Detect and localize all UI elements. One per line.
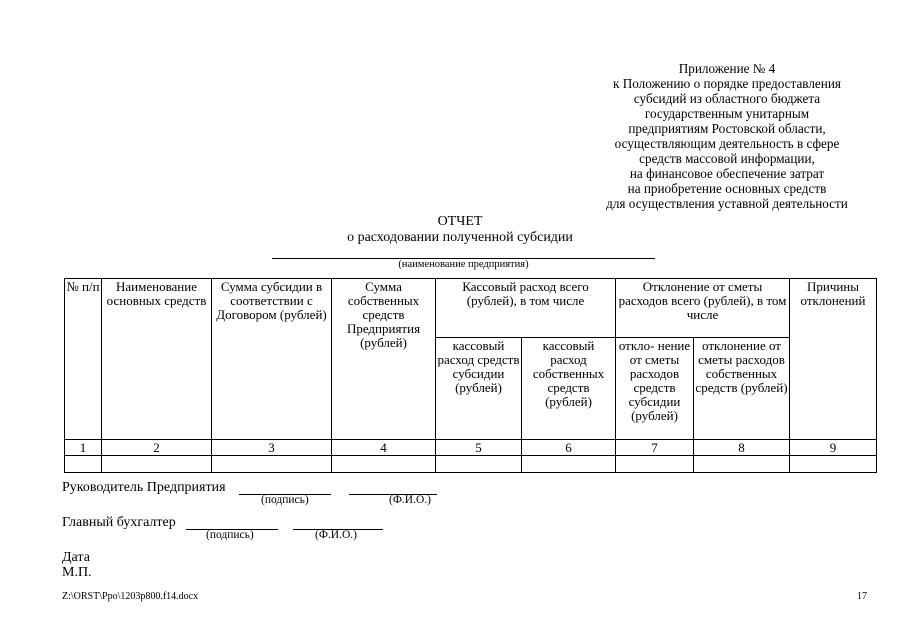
appendix-line: для осуществления уставной деятельности <box>606 196 848 211</box>
header-dev-subsidy: откло- нение от сметы расходов средств субсидии (рублей) <box>616 338 694 440</box>
appendix-line: предприятиям Ростовской области, <box>628 121 826 136</box>
head-fio-caption: (Ф.И.О.) <box>389 494 431 506</box>
column-number: 9 <box>790 440 877 456</box>
footer-page-number: 17 <box>857 591 867 602</box>
column-number: 6 <box>522 440 616 456</box>
header-subsidy-sum: Сумма субсидии в соответствии с Договором (рублей) <box>212 279 332 440</box>
header-cash-subsidy: кассовый расход средств субсидии (рублей) <box>436 338 522 440</box>
date-label: Дата <box>62 550 90 565</box>
header-cash-total: Кассовый расход всего (рублей), в том числе <box>436 279 616 338</box>
table-cell <box>790 456 877 473</box>
accountant-fio-caption: (Ф.И.О.) <box>315 529 357 541</box>
column-number: 1 <box>65 440 102 456</box>
table-cell <box>616 456 694 473</box>
accountant-signature-caption: (подпись) <box>206 529 254 541</box>
table-cell <box>212 456 332 473</box>
column-number: 8 <box>694 440 790 456</box>
appendix-line: на финансовое обеспечение затрат <box>629 166 825 181</box>
table-row <box>65 456 877 473</box>
appendix-line: к Положению о порядке предоставления <box>613 76 841 91</box>
accountant-signature-label: Главный бухгалтер <box>62 515 176 530</box>
table-cell <box>522 456 616 473</box>
appendix-line: осуществляющим деятельность в сфере <box>614 136 840 151</box>
header-reasons: Причины отклонений <box>790 279 877 440</box>
header-dev-own: отклонение от сметы расходов собственных средств (рублей) <box>694 338 790 440</box>
org-name-caption: (наименование предприятия) <box>398 259 529 270</box>
appendix-header <box>586 61 868 211</box>
column-number-row <box>65 440 877 456</box>
appendix-line: государственным унитарным <box>644 106 810 121</box>
table-cell <box>65 456 102 473</box>
column-number: 3 <box>212 440 332 456</box>
column-number: 7 <box>616 440 694 456</box>
header-cash-own: кассовый расход собственных средств (рублей) <box>522 338 616 440</box>
table-cell <box>102 456 212 473</box>
header-num: № п/п <box>65 279 102 440</box>
column-number: 4 <box>332 440 436 456</box>
column-number: 5 <box>436 440 522 456</box>
appendix-line: Приложение № 4 <box>678 61 776 76</box>
appendix-line: субсидий из областного бюджета <box>633 91 821 106</box>
report-table <box>64 278 877 473</box>
head-signature-caption: (подпись) <box>261 494 309 506</box>
header-row <box>65 279 877 338</box>
stamp-label: М.П. <box>62 565 92 580</box>
column-number: 2 <box>102 440 212 456</box>
table-cell <box>332 456 436 473</box>
appendix-line: средств массовой информации, <box>639 151 815 166</box>
header-deviation-total: Отклонение от сметы расходов всего (рублей), в том числе <box>616 279 790 338</box>
report-title: ОТЧЕТ <box>437 214 483 229</box>
head-signature-label: Руководитель Предприятия <box>62 480 226 495</box>
footer-file-path: Z:\ORST\Ppo\1203p800.f14.docx <box>62 591 199 602</box>
header-own-sum: Сумма собственных средств Предприятия (рублей) <box>332 279 436 440</box>
table-cell <box>694 456 790 473</box>
table-cell <box>436 456 522 473</box>
report-subtitle: о расходовании полученной субсидии <box>347 230 573 245</box>
header-name: Наименование основных средств <box>102 279 212 440</box>
appendix-line: на приобретение основных средств <box>627 181 827 196</box>
